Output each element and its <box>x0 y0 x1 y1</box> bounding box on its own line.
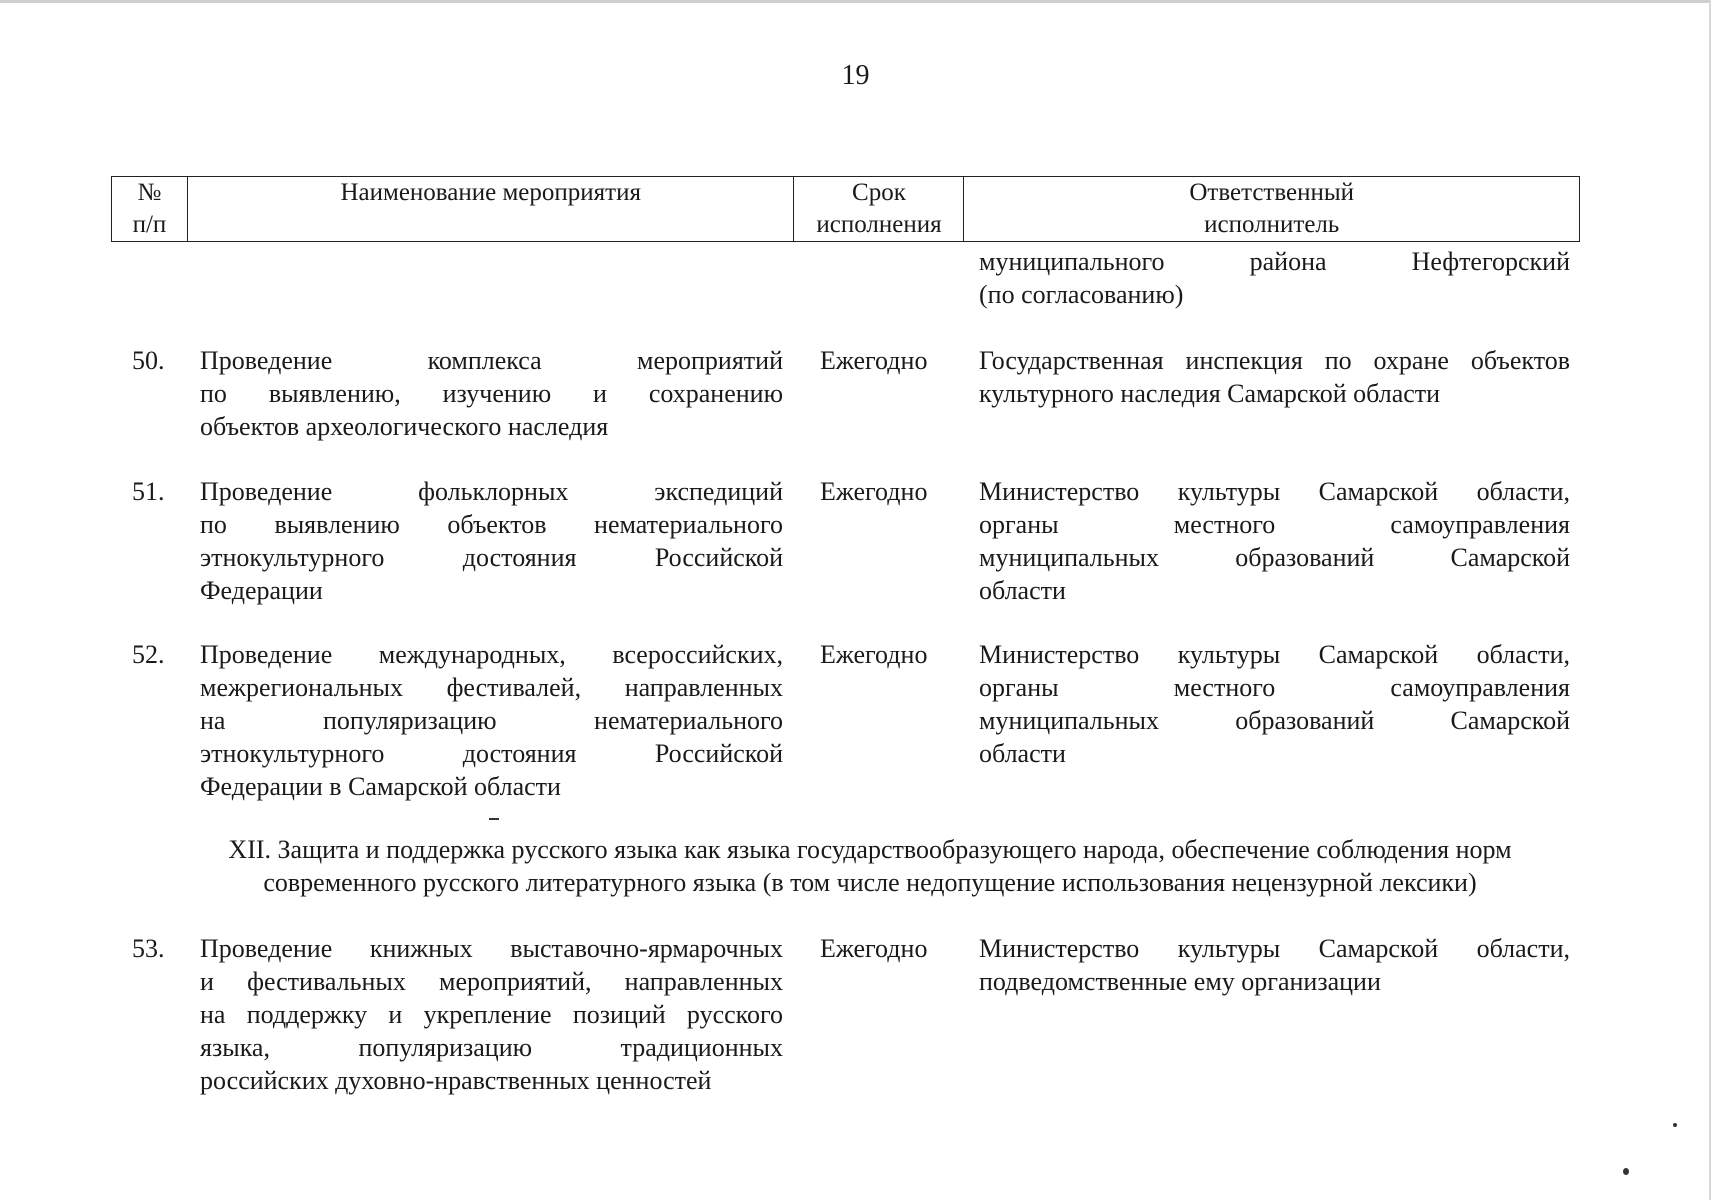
row-50-resp-line-1: Государственная инспекция по охране объектов <box>979 346 1570 375</box>
header-name-text: Наименование мероприятия <box>340 179 641 206</box>
section-heading-line-1: XII. Защита и поддержка русского языка как языка государствообразующего народа, обеспечение соблюдения норм <box>228 835 1512 864</box>
row-51-responsible <box>979 475 1570 607</box>
scan-speck <box>1673 1123 1677 1127</box>
page-number: 19 <box>841 60 870 91</box>
header-responsible-line-2: исполнитель <box>1204 211 1340 238</box>
row-50-number: 50. <box>132 346 165 375</box>
row-52-name-line-2: межрегиональных фестивалей, направленных <box>200 673 783 702</box>
section-heading-line-2: современного русского литературного языка (в том числе недопущение использования нецензурной лексики) <box>263 868 1477 897</box>
row-50-resp-line-2: культурного наследия Самарской области <box>979 379 1441 408</box>
row-50-name-line-1: Проведение комплекса мероприятий <box>200 346 783 375</box>
row-50-responsible <box>979 344 1570 410</box>
row-52-name <box>200 638 783 803</box>
continuation-line-1: муниципального района Нефтегорский <box>979 247 1570 276</box>
header-num-line-2: п/п <box>132 211 167 238</box>
row-52-resp-line-3: муниципальных образований Самарской <box>979 706 1570 735</box>
row-50-name-line-2: по выявлению, изучению и сохранению <box>200 379 783 408</box>
row-51-name-line-2: по выявлению объектов нематериального <box>200 510 783 539</box>
header-num-line-1: № <box>137 179 162 206</box>
scan-speck <box>1623 1168 1629 1175</box>
row-50-name-line-3: объектов археологического наследия <box>200 412 609 441</box>
row-51-name-line-4: Федерации <box>200 576 323 605</box>
row-53-name-line-4: языка, популяризацию традиционных <box>200 1033 783 1062</box>
header-name <box>187 177 794 242</box>
row-51-name-line-3: этнокультурного достояния Российской <box>200 543 783 572</box>
row-51-resp-line-3: муниципальных образований Самарской <box>979 543 1570 572</box>
row-51-term: Ежегодно <box>820 477 928 506</box>
row-52-term: Ежегодно <box>820 640 928 669</box>
row-53-resp-line-2: подведомственные ему организации <box>979 967 1381 996</box>
row-52-resp-line-1: Министерство культуры Самарской области, <box>979 640 1570 669</box>
header-num <box>112 177 188 242</box>
row-51-resp-line-1: Министерство культуры Самарской области, <box>979 477 1570 506</box>
header-term <box>794 177 964 242</box>
row-52-responsible <box>979 638 1570 770</box>
row-51-name-line-1: Проведение фольклорных экспедиций <box>200 477 783 506</box>
row-51-resp-line-4: области <box>979 576 1066 605</box>
header-term-line-1: Срок <box>852 179 906 206</box>
row-52-name-line-3: на популяризацию нематериального <box>200 706 783 735</box>
row-52-name-line-5: Федерации в Самарской области <box>200 772 561 801</box>
row-53-number: 53. <box>132 934 165 963</box>
table-header <box>111 176 1580 242</box>
row-52-resp-line-2: органы местного самоуправления <box>979 673 1570 702</box>
row-53-resp-line-1: Министерство культуры Самарской области, <box>979 934 1570 963</box>
scan-edge-top <box>0 0 1711 3</box>
row-53-name-line-5: российских духовно-нравственных ценностей <box>200 1066 712 1095</box>
row-51-number: 51. <box>132 477 165 506</box>
row-52-resp-line-4: области <box>979 739 1066 768</box>
row-52-name-line-4: этнокультурного достояния Российской <box>200 739 783 768</box>
row-52-number: 52. <box>132 640 165 669</box>
row-52-name-line-1: Проведение международных, всероссийских, <box>200 640 783 669</box>
row-50-name <box>200 344 783 443</box>
header-term-line-2: исполнения <box>816 211 942 238</box>
row-53-name-line-1: Проведение книжных выставочно-ярмарочных <box>200 934 783 963</box>
scan-speck <box>489 818 499 820</box>
row-53-name-line-2: и фестивальных мероприятий, направленных <box>200 967 783 996</box>
continuation-responsible <box>979 245 1570 311</box>
header-responsible <box>964 177 1580 242</box>
row-53-term: Ежегодно <box>820 934 928 963</box>
row-51-resp-line-2: органы местного самоуправления <box>979 510 1570 539</box>
row-50-term: Ежегодно <box>820 346 928 375</box>
continuation-line-2: (по согласованию) <box>979 280 1184 309</box>
row-53-name-line-3: на поддержку и укрепление позиций русского <box>200 1000 783 1029</box>
row-53-responsible <box>979 932 1570 998</box>
header-responsible-line-1: Ответственный <box>1189 179 1355 206</box>
row-53-name <box>200 932 783 1097</box>
section-heading-xii <box>120 833 1620 899</box>
row-51-name <box>200 475 783 607</box>
